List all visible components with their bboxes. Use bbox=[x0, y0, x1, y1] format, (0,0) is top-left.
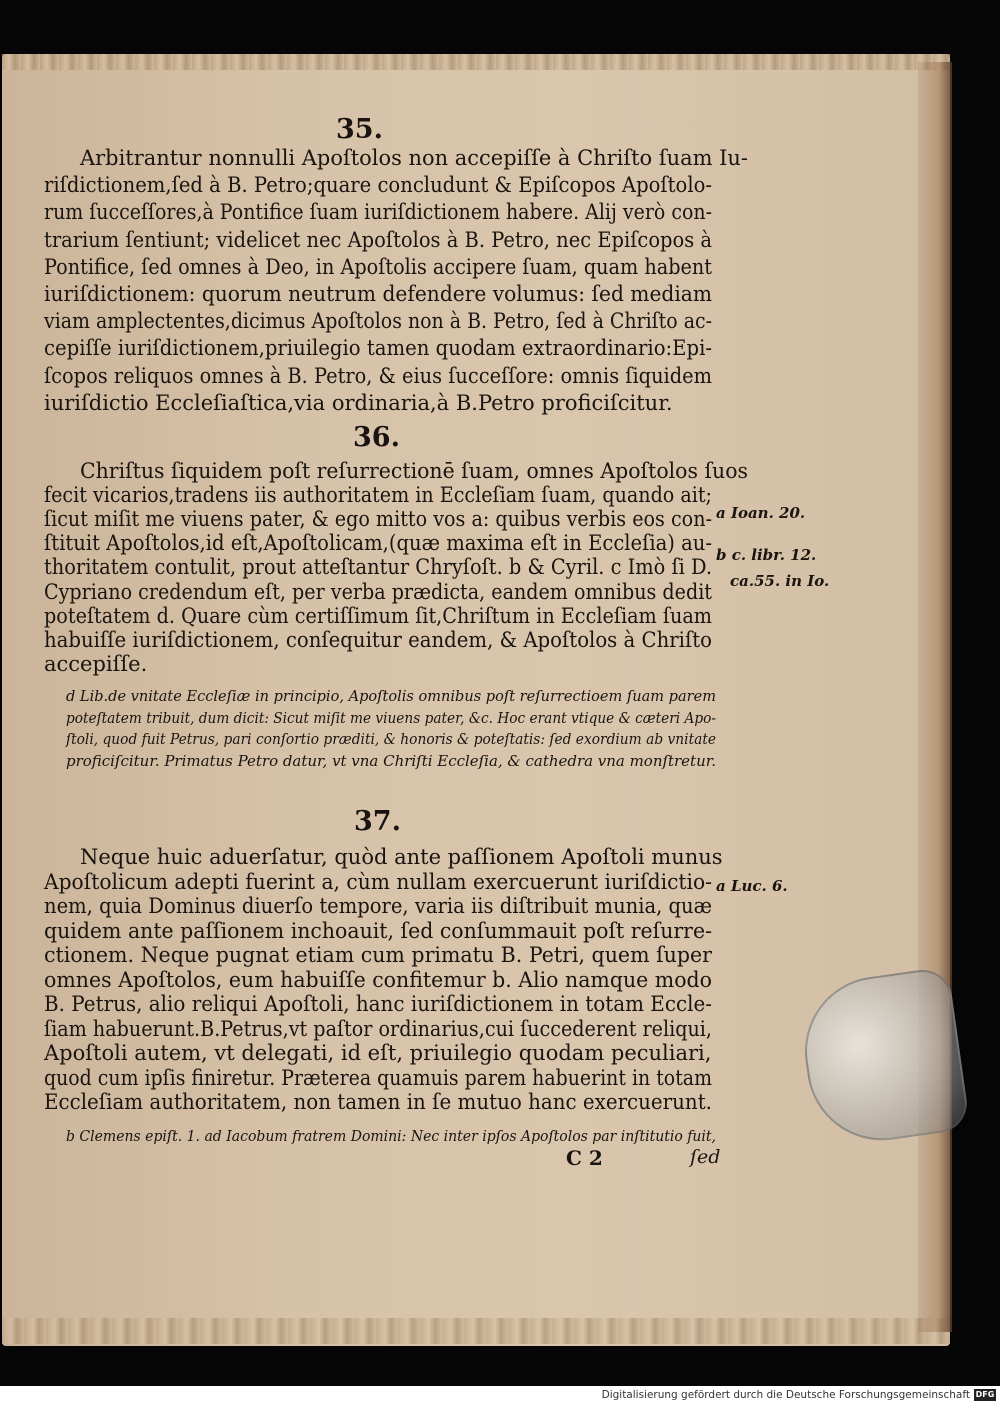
page-bottom-edge bbox=[2, 1318, 950, 1344]
text-line: quod cum ipſis finiretur. Præterea quamuis parem habuerint in totam bbox=[44, 1065, 712, 1090]
text-line: d Lib.de vnitate Eccleſiæ in principio, Apoſtolis omnibus poſt reſurrectioem ſuam parem bbox=[66, 687, 716, 705]
text-line: ſicut miſit me viuens pater, & ego mitto vos a: quibus verbis eos con- bbox=[44, 507, 712, 532]
text-line: ſiam habuerunt.B.Petrus,vt paſtor ordinarius,cui ſuccederent reliqui, bbox=[44, 1016, 712, 1041]
text-line: ſtituit Apoſtolos,id eſt,Apoſtolicam,(quæ maxima eſt in Eccleſia) au- bbox=[44, 531, 712, 556]
signature-mark: C 2 bbox=[566, 1146, 603, 1170]
text-line: thoritatem contulit, prout atteſtantur Chryſoſt. b & Cyril. c Imò ſi D. bbox=[44, 555, 712, 580]
text-line: quidem ante paſſionem inchoauit, ſed conſummauit poſt reſurre- bbox=[44, 918, 712, 943]
text-line: Neque huic aduerſatur, quòd ante paſſionem Apoſtoli munus bbox=[80, 845, 723, 869]
text-line: viam amplectentes,dicimus Apoſtolos non à B. Petro, ſed à Chriſto ac- bbox=[44, 309, 712, 334]
text-line: Pontifice, ſed omnes à Deo, in Apoſtolis accipere ſuam, quam habent bbox=[44, 254, 712, 279]
text-line: cepiſſe iuriſdictionem,priuilegio tamen quodam extraordinario:Epi- bbox=[44, 336, 712, 361]
catchword: ſed bbox=[690, 1146, 721, 1168]
text-line: B. Petrus, alio reliqui Apoſtoli, hanc iuriſdictionem in totam Eccle- bbox=[44, 992, 712, 1016]
text-line: Cypriano credendum eſt, per verba prædicta, eandem omnibus dedit bbox=[44, 579, 712, 604]
text-line: accepiſſe. bbox=[44, 651, 148, 676]
text-line: ſcopos reliquos omnes à B. Petro, & eius ſucceſſore: omnis ſiquidem bbox=[44, 363, 712, 388]
text-line: b Clemens epiſt. 1. ad Iacobum fratrem Domini: Nec inter ipſos Apoſtolos par inſtitutio fuit, bbox=[66, 1127, 716, 1145]
text-line: habuiſſe iuriſdictionem, conſequitur eandem, & Apoſtolos à Chriſto bbox=[44, 627, 712, 652]
text-line: Eccleſiam authoritatem, non tamen in ſe mutuo hanc exercuerunt. bbox=[44, 1090, 712, 1114]
page-right-edge bbox=[918, 62, 952, 1332]
margin-note-ioan: a Ioan. 20. bbox=[716, 504, 806, 522]
text-line: ſtoli, quod fuit Petrus, pari conſortio præditi, & honoris & poteſtatis: ſed exordium ab vnitate bbox=[66, 730, 716, 748]
margin-note-cyril-2: ca.55. in Io. bbox=[730, 572, 830, 590]
text-line: iuriſdictio Eccleſiaſtica,via ordinaria,à B.Petro proficiſcitur. bbox=[44, 390, 673, 415]
text-line: iuriſdictionem: quorum neutrum defendere volumus: ſed mediam bbox=[44, 282, 712, 306]
section-number-35: 35. bbox=[336, 114, 383, 145]
section-number-36: 36. bbox=[353, 422, 400, 453]
dfg-credit: Digitalisierung gefördert durch die Deutsche Forschungsgemeinschaft bbox=[0, 1386, 1000, 1404]
margin-note-cyril-1: b c. libr. 12. bbox=[716, 546, 817, 564]
text-line: nem, quia Dominus diuerſo tempore, varia iis diſtribuit munia, quæ bbox=[44, 894, 712, 918]
text-line: Arbitrantur nonnulli Apoſtolos non accepiſſe à Chriſto ſuam Iu- bbox=[80, 146, 748, 170]
text-line: poteſtatem d. Quare cùm certiſſimum ſit,Chriſtum in Eccleſiam ſuam bbox=[44, 603, 712, 628]
text-line: fecit vicarios,tradens iis authoritatem in Eccleſiam ſuam, quando ait; bbox=[44, 483, 712, 508]
text-line: riſdictionem,ſed à B. Petro;quare concludunt & Epiſcopos Apoſtolo- bbox=[44, 173, 712, 198]
text-line: Apoſtoli autem, vt delegati, id eſt, priuilegio quodam peculiari, bbox=[44, 1041, 712, 1065]
page-top-edge bbox=[2, 54, 950, 70]
text-line: poteſtatem tribuit, dum dicit: Sicut miſit me viuens pater, &c. Hoc erant vtique & cæteri Apo- bbox=[66, 708, 716, 727]
text-line: Chriſtus ſiquidem poſt reſurrectionē ſuam, omnes Apoſtolos ſuos bbox=[80, 459, 748, 483]
text-line: rum ſucceſſores,à Pontifice ſuam iuriſdictionem habere. Alij verò con- bbox=[44, 200, 712, 225]
text-line: proficiſcitur. Primatus Petro datur, vt vna Chriſti Eccleſia, & cathedra vna monſtretur. bbox=[66, 751, 716, 770]
text-line: ctionem. Neque pugnat etiam cum primatu B. Petri, quem ſuper bbox=[44, 943, 712, 967]
text-line: omnes Apoſtolos, eum habuiſſe confitemur b. Alio namque modo bbox=[44, 967, 712, 992]
text-line: Apoſtolicum adepti fuerint a, cùm nullam exercuerunt iuriſdictio- bbox=[44, 869, 712, 894]
dfg-logo: DFG bbox=[975, 1390, 995, 1399]
section-number-37: 37. bbox=[354, 806, 401, 837]
margin-note-luc: a Luc. 6. bbox=[716, 877, 788, 895]
text-line: trarium ſentiunt; videlicet nec Apoſtolos à B. Petro, nec Epiſcopos à bbox=[44, 227, 712, 252]
